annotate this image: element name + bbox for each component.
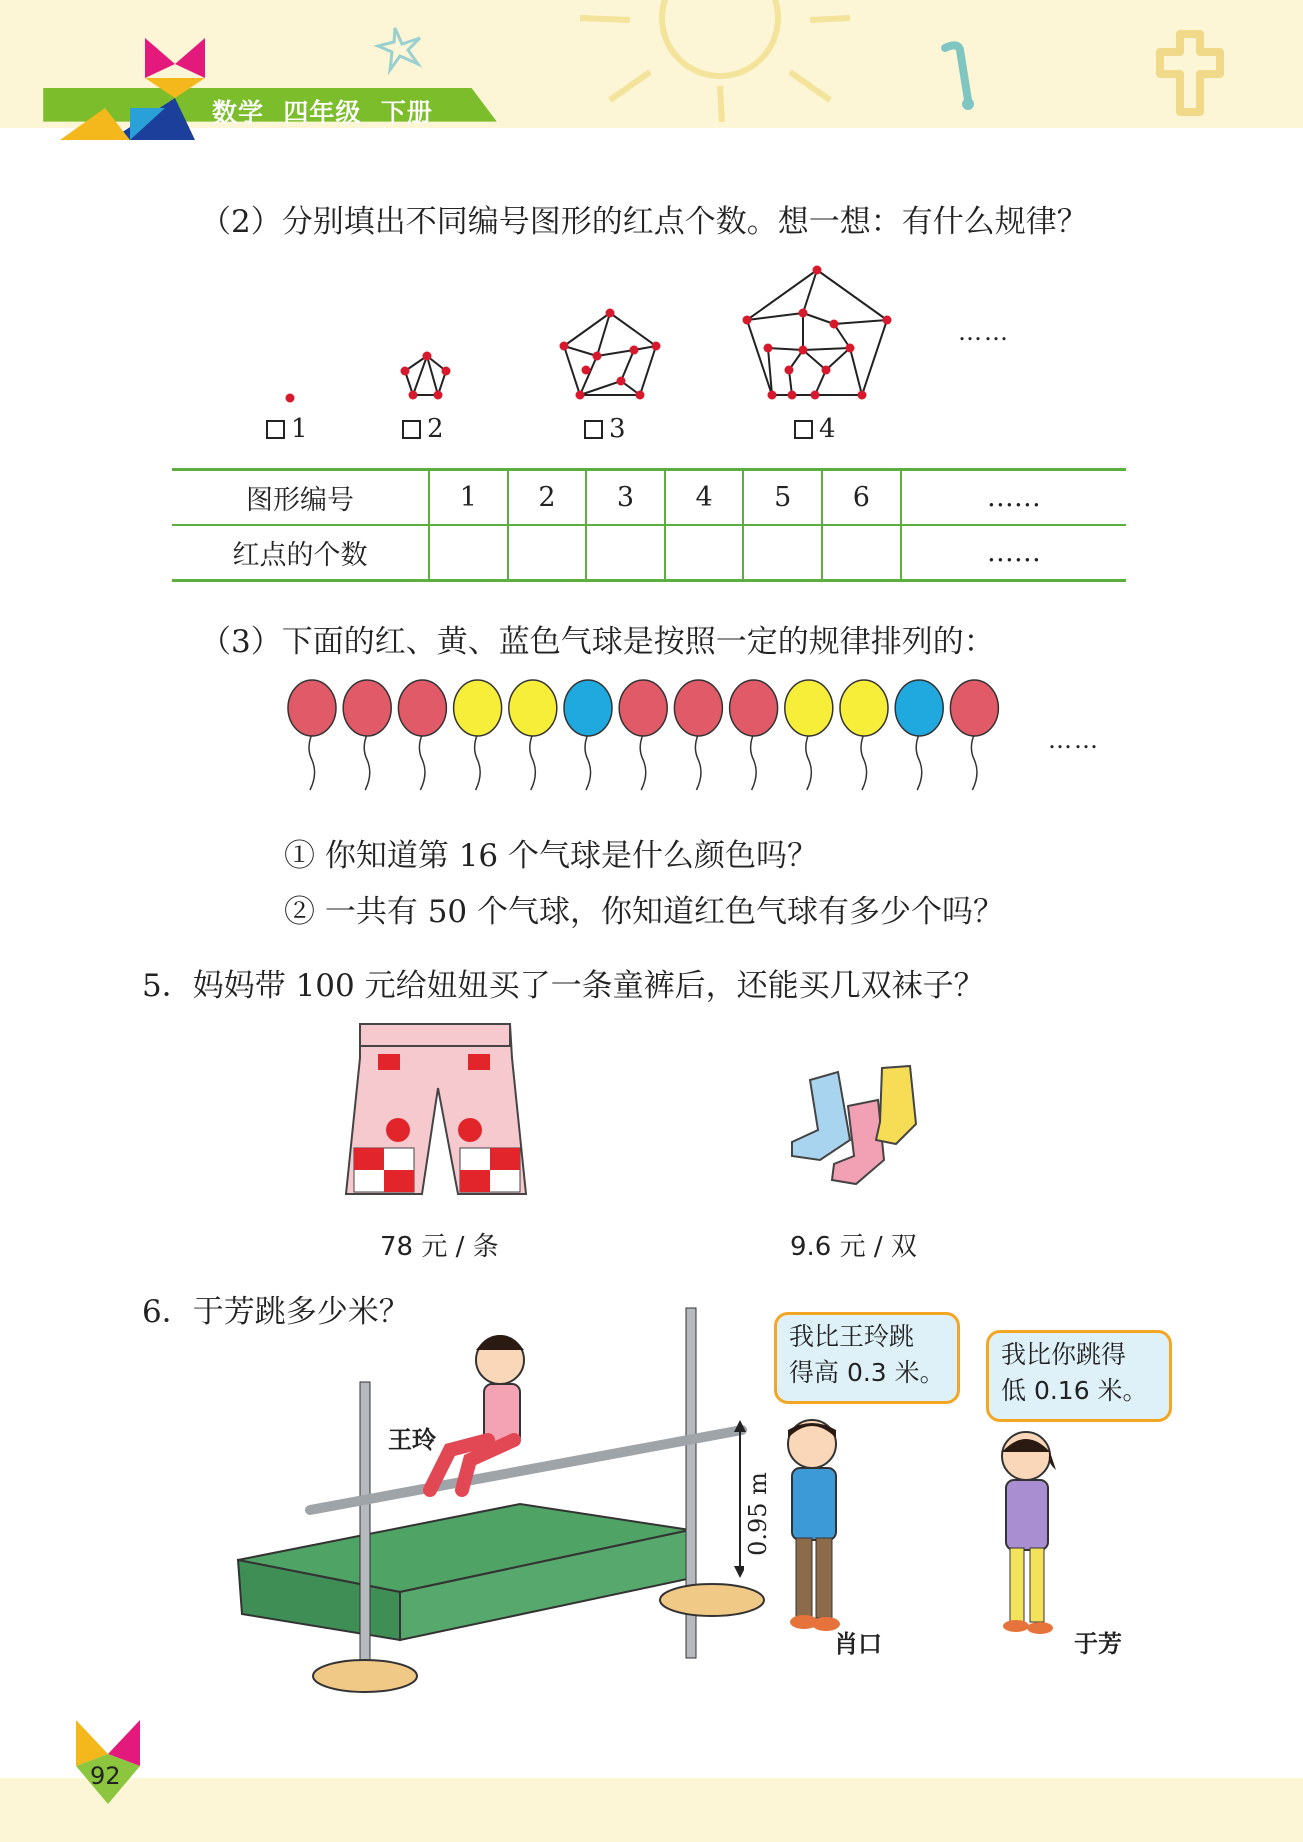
answer-box[interactable] xyxy=(584,420,603,439)
table-cell: …… xyxy=(901,525,1126,581)
red-dot xyxy=(883,316,892,325)
figure-label-4: 4 xyxy=(794,414,836,444)
red-dot xyxy=(846,344,855,353)
red-dot xyxy=(636,391,645,400)
table-cell: 5 xyxy=(743,470,822,526)
table-cell: 3 xyxy=(586,470,665,526)
name-girl: 于芳 xyxy=(1074,1630,1122,1658)
balloon-yellow xyxy=(840,680,888,790)
red-dot xyxy=(811,391,820,400)
red-dot xyxy=(442,367,451,376)
red-dot xyxy=(768,391,777,400)
table-cell: 4 xyxy=(665,470,744,526)
red-dot xyxy=(822,366,831,375)
balloon-red xyxy=(730,680,778,790)
girl-figure xyxy=(976,1426,1076,1646)
red-dot xyxy=(858,391,867,400)
boy-figure xyxy=(764,1416,874,1646)
red-dot xyxy=(409,391,418,400)
speech-bubble-girl: 我比你跳得 低 0.16 米。 xyxy=(986,1330,1172,1422)
table-cell: 1 xyxy=(429,470,508,526)
socks-image xyxy=(780,1060,940,1190)
table-cell: 6 xyxy=(822,470,901,526)
answer-cell[interactable] xyxy=(743,525,822,581)
table-cell: 2 xyxy=(508,470,587,526)
header-title: 数学 四年级 下册 xyxy=(212,98,433,127)
balloon-red xyxy=(674,680,722,790)
speech-bubble-boy: 我比王玲跳 得高 0.3 米。 xyxy=(774,1312,960,1404)
question-3-sub-1: ① 你知道第 16 个气球是什么颜色吗？ xyxy=(284,838,819,874)
red-dot xyxy=(630,346,639,355)
figure-label-1: 1 xyxy=(266,414,308,444)
figure-label-2: 2 xyxy=(402,414,444,444)
question-3-prompt: （3）下面的红、黄、蓝色气球是按照一定的规律排列的： xyxy=(200,624,995,660)
balloon-blue xyxy=(895,680,943,790)
answer-cell[interactable] xyxy=(822,525,901,581)
question-3-sub-2: ② 一共有 50 个气球，你知道红色气球有多少个吗？ xyxy=(284,894,1005,930)
answer-box[interactable] xyxy=(266,420,285,439)
name-boy: 肖口 xyxy=(834,1630,882,1658)
socks-price: 9.6 元 / 双 xyxy=(790,1232,917,1262)
red-dot xyxy=(785,366,794,375)
red-dot xyxy=(788,391,797,400)
question-6-prompt: 6．于芳跳多少米？ xyxy=(142,1294,410,1330)
answer-box[interactable] xyxy=(794,420,813,439)
red-dot xyxy=(830,320,839,329)
red-dot xyxy=(799,346,808,355)
red-dot xyxy=(401,367,410,376)
balloon-red xyxy=(619,680,667,790)
name-jumper: 王玲 xyxy=(388,1426,436,1454)
red-dot xyxy=(582,366,591,375)
red-dot xyxy=(764,344,773,353)
bar-height-label: 0.95 m xyxy=(744,1454,772,1574)
balloon-red xyxy=(950,680,998,790)
table-header-cell: 红点的个数 xyxy=(172,525,429,581)
red-dot xyxy=(617,377,626,386)
balloon-red xyxy=(343,680,391,790)
page-number: 92 xyxy=(90,1762,121,1790)
footer-background xyxy=(0,1778,1303,1842)
dot-pattern-figures xyxy=(270,258,910,418)
red-dot xyxy=(743,316,752,325)
red-dot xyxy=(286,394,295,403)
balloon-yellow xyxy=(509,680,557,790)
red-dot xyxy=(606,309,615,318)
figure-label-3: 3 xyxy=(584,414,626,444)
balloon-ellipsis: …… xyxy=(1048,726,1100,754)
question-2-prompt: （2）分别填出不同编号图形的红点个数。想一想：有什么规律？ xyxy=(200,204,1088,240)
question-5-prompt: 5．妈妈带 100 元给妞妞买了一条童裤后，还能买几双袜子？ xyxy=(142,968,985,1004)
balloon-row xyxy=(280,672,1040,792)
balloon-yellow xyxy=(785,680,833,790)
balloon-red xyxy=(288,680,336,790)
tangram-logo xyxy=(50,38,210,140)
table-row xyxy=(172,470,1126,526)
red-dot xyxy=(652,342,661,351)
red-dot xyxy=(813,266,822,275)
table-row xyxy=(172,525,1126,581)
balloon-yellow xyxy=(454,680,502,790)
pants-image xyxy=(340,1018,530,1214)
answer-cell[interactable] xyxy=(665,525,744,581)
answer-box[interactable] xyxy=(402,420,421,439)
balloon-blue xyxy=(564,680,612,790)
table-cell: …… xyxy=(901,470,1126,526)
red-dot xyxy=(576,391,585,400)
answer-cell[interactable] xyxy=(429,525,508,581)
red-dot xyxy=(560,342,569,351)
balloon-red xyxy=(398,680,446,790)
high-jump-scene xyxy=(230,1300,790,1700)
pattern-table xyxy=(172,468,1126,582)
table-header-cell: 图形编号 xyxy=(172,470,429,526)
red-dot xyxy=(593,352,602,361)
answer-cell[interactable] xyxy=(508,525,587,581)
red-dot xyxy=(799,309,808,318)
pants-price: 78 元 / 条 xyxy=(380,1232,499,1262)
red-dot xyxy=(423,352,432,361)
figure-ellipsis: …… xyxy=(958,318,1010,346)
answer-cell[interactable] xyxy=(586,525,665,581)
red-dot xyxy=(434,391,443,400)
